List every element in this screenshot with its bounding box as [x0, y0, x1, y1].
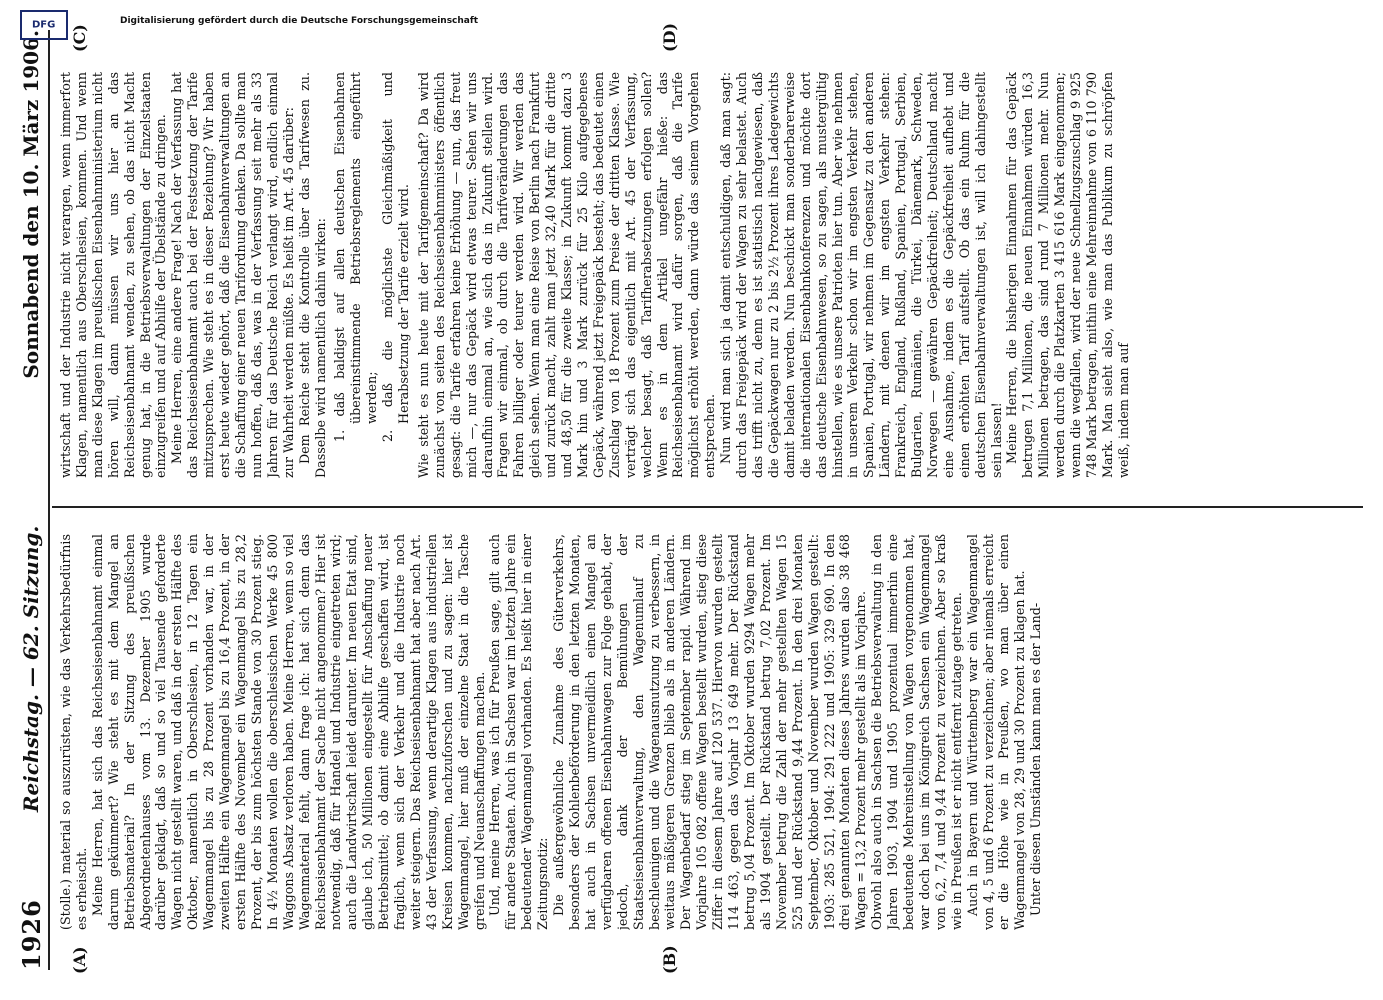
session-title: Reichstag. — 62. Sitzung.: [19, 525, 43, 813]
page-number: 1926: [16, 899, 46, 970]
margin-label-c: (C): [70, 24, 89, 52]
paragraph: Obwohl also auch in Sachsen die Betriebsverwaltung in den Jahren 1903, 1904 und 1905 prozentual immerhin eine bedeutende Mehreinstellung von Wagen vorgenommen hat, war doch bei uns im Königreich Sachsen ein Wagenmangel von 6,2, 7,4 und 9,44 Prozent zu verzeichnen. Aber so kraß wie in Preußen ist er nicht entfernt zutage getreten.: [869, 534, 964, 930]
running-head: [14, 30, 50, 970]
paragraph: Nun wird man sich ja damit entschuldigen, daß man sagt: durch das Freigepäck wird der Wagen zu sehr belastet. Auch das trifft nicht zu, denn es ist statistisch nachgewiesen, daß die Gepäckwagen nur zu 2 bis 2½ Prozent ihres Ladegewichts damit beladen werden. Nun beschickt man sonderbarerweise die internationalen Eisenbahnkonferenzen und möchte dort das deutsche Eisenbahnwesen, so zu sagen, als mustergültig hinstellen, wie es unsere Patrioten hier tun. Aber wie nehmen in unserem Verkehr schon wir im engsten Verkehr stehen, Spanien, Portugal, wir nehmen im Gegensatz zu den anderen Ländern, mit denen wir im engsten Verkehr stehen: Frankreich, England, Rußland, Spanien, Portugal, Serbien, Bulgarien, Rumänien, die Türkei, Dänemark, Schweden, Norwegen — gewähren Gepäckfreiheit; Deutschland macht eine Ausnahme, indem es die Gepäckfreiheit aufhebt und einen erhöhten Tarif aufstellt. Ob das ein Ruhm für die deutschen Eisenbahnverwaltungen ist, will ich dahingestellt sein lassen!: [718, 72, 1004, 478]
paragraph: Die außergewöhnliche Zunahme des Güterverkehrs, besonders der Kohlenbeförderung in den letzten Monaten, hat auch in Sachsen unvermeidlich einen Mangel an verfügbaren offenen Eisenbahnwagen zur Folge gehabt, der jedoch, dank der Bemühungen der Staatseisenbahnverwaltung, den Wagenumlauf zu beschleunigen und die Wagenausnutzung zu verbessern, in weitaus mäßigeren Grenzen blieb als in anderen Ländern. Der Wagenbedarf stieg im September rapid. Während im Vorjahre 105 082 offene Wagen bestellt wurden, stieg diese Ziffer in diesem Jahre auf 120 537. Hiervon wurden gestellt 114 463, gegen das Vorjahr 13 649 mehr. Der Rückstand betrug 5,04 Prozent. Im Oktober wurden 9294 Wagen mehr als 1904 gestellt. Der Rückstand betrug 7,02 Prozent. Im November betrug die Zahl der mehr gestellten Wagen 15 525 und der Rückstand 9,44 Prozent. In den drei Monaten September, Oktober und November wurden Wagen gestellt: 1903: 285 521, 1904: 291 222 und 1905: 329 690. In den drei genannten Monaten dieses Jahres wurden also 38 468 Wagen = 13,2 Prozent mehr gestellt als im Vorjahre.: [551, 534, 869, 930]
paragraph: Meine Herren, die bisherigen Einnahmen für das Gepäck betrugen 7,1 Millionen, die neuen Einnahmen würden 16,3 Millionen betragen, das sind rund 7 Millionen mehr. Nun werden durch die Platzkarten 3 415 616 Mark eingenommen; wenn die wegfallen, wird der neue Schnellzugszuschlag 9 925 748 Mark betragen, mithin eine Mehreinnahme von 6 110 790 Mark. Man sieht also, wie man das Publikum zu schröpfen weiß, indem man auf: [1004, 72, 1131, 478]
column-divider: [52, 506, 1363, 508]
dfg-logo: [20, 10, 68, 40]
paragraph: Wie steht es nun heute mit der Tarifgemeinschaft? Da wird zunächst von seiten des Reichseisenbahnministers öffentlich gesagt: die Tarife erfahren keine Erhöhung — nun, das freut mich —, nur das Gepäck wird etwas teurer. Sehen wir uns daraufhin einmal an, wie sich das in Zukunft stellen wird. Fragen wir einmal, ob durch die Tarifveränderungen das Fahren billiger oder teurer werden wird. Wir werden das gleich sehen. Wenn man eine Reise von Berlin nach Frankfurt und zurück macht, zahlt man jetzt 32,40 Mark für die dritte und 48,50 für die zweite Klasse; in Zukunft kommt dazu 3 Mark hin und 3 Mark zurück für 25 Kilo aufgegebenes Gepäck, während jetzt Freigepäck besteht; das bedeutet einen Zuschlag von 18 Prozent zum Preise der dritten Klasse. Wie verträgt sich das eigentlich mit Art. 45 der Verfassung, welcher besagt, daß Tarifherabsetzungen erfolgen sollen? Wenn es in dem Artikel ungefähr hieße: das Reichseisenbahnamt wird dafür sorgen, daß die Tarife möglichst erhöht werden, dann würde das seinem Vorgehen entsprechen.: [415, 72, 718, 478]
margin-label-b: (B): [660, 945, 679, 974]
quoted-list: [332, 72, 412, 442]
paragraph: Auch in Bayern und Württemberg war ein Wagenmangel von 4, 5 und 6 Prozent zu verzeichnen; aber niemals erreicht er die Höhe wie in Preußen, wo man über einen Wagenmangel von 28, 29 und 30 Prozent zu klagen hat.: [964, 534, 1028, 930]
session-date: Sonnabend den 10. März 1906.: [19, 30, 43, 379]
left-column: [58, 534, 1347, 930]
paragraph: Meine Herren, eine andere Frage! Nach der Verfassung hat das Reichseisenbahnamt auch bei der Festsetzung der Tarife mitzusprechen. Wie steht es in dieser Beziehung? Wir haben erst heute wieder gehört, daß die Eisenbahnverwaltungen an die Schaffung einer neuen Tarifordnung denken. Da sollte man nun hoffen, daß das, was in der Verfassung seit mehr als 33 Jahren für das Deutsche Reich verlangt wird, endlich einmal zur Wahrheit werden müßte. Es heißt im Art. 45 darüber:: [169, 72, 296, 478]
list-item: 1. daß baldigst auf allen deutschen Eisenbahnen übereinstimmende Betriebsreglements eingeführt werden;: [332, 72, 380, 442]
paragraph: Dem Reiche steht die Kontrolle über das Tarifwesen zu. Dasselbe wird namentlich dahin wirken:: [296, 72, 328, 478]
margin-label-a: (A): [70, 946, 89, 974]
list-item: 2. daß die möglichste Gleichmäßigkeit und Herabsetzung der Tarife erzielt wird.: [380, 72, 412, 442]
paragraph: Und, meine Herren, was ich für Preußen sage, gilt auch für andere Staaten. Auch in Sachsen war im letzten Jahre ein bedeutender Wagenmangel vorhanden. Es heißt hier in einer Zeitungsnotiz:: [487, 534, 551, 930]
margin-label-d: (D): [660, 22, 679, 52]
paragraph: wirtschaft und der Industrie nicht verargen, wenn immerfort Klagen, namentlich aus Oberschlesien, kommen. Und wenn man diese Klagen im preußischen Eisenbahnministerium nicht hören will, dann müssen wir uns hier an das Reichseisenbahnamt wenden, zu sehen, ob das nicht Macht genug hat, in die Betriebsverwaltungen der Einzelstaaten einzugreifen und auf Abhilfe der Übelstände zu dringen.: [58, 72, 169, 478]
paragraph: (Stolle.) material so auszurüsten, wie das Verkehrsbedürfnis es erheischt.: [58, 534, 89, 930]
dfg-logo-text: DFG: [32, 19, 56, 31]
digitization-note: Digitalisierung gefördert durch die Deutsche Forschungsgemeinschaft: [120, 16, 479, 26]
right-column: [58, 72, 1347, 478]
paragraph: Meine Herren, hat sich das Reichseisenbahnamt einmal darum gekümmert? Wie steht es mit dem Mangel an Betriebsmaterial? In der Sitzung des preußischen Abgeordnetenhauses vom 13. Dezember 1905 wurde darüber geklagt, daß so und so viel Tausende geforderte Wagen nicht gestellt waren, und daß in der ersten Hälfte des Oktober, namentlich in Oberschlesien, in 12 Tagen ein Wagenmangel bis zu 28 Prozent vorhanden war, in der zweiten Hälfte ein Wagenmangel bis zu 16,4 Prozent, in der ersten Hälfte des November ein Wagenmangel bis zu 28,2 Prozent, der bis zum höchsten Stande von 30 Prozent stieg. In 4½ Monaten wollen die oberschlesischen Werke 45 800 Waggons Absatz verloren haben. Meine Herren, wenn so viel Wagenmaterial fehlt, dann frage ich: hat sich denn das Reichseisenbahnamt der Sache nicht angenommen? Hier ist notwendig, daß für Handel und Industrie eingetreten wird; auch die Landwirtschaft leidet darunter. Im neuen Etat sind, glaube ich, 50 Millionen eingestellt für Anschaffung neuer Betriebsmittel; ob damit eine Abhilfe geschaffen wird, ist fraglich, wenn sich der Verkehr und die Industrie noch weiter steigern. Das Reichseisenbahnamt hat aber nach Art. 43 der Verfassung, wenn derartige Klagen aus industriellen Kreisen kommen, nachzuforschen und zu sagen: hier ist Wagenmangel, hier muß der einzelne Staat in die Tasche greifen und Neuanschaffungen machen.: [89, 534, 487, 930]
paragraph: Unter diesen Umständen kann man es der Land-: [1028, 602, 1044, 916]
